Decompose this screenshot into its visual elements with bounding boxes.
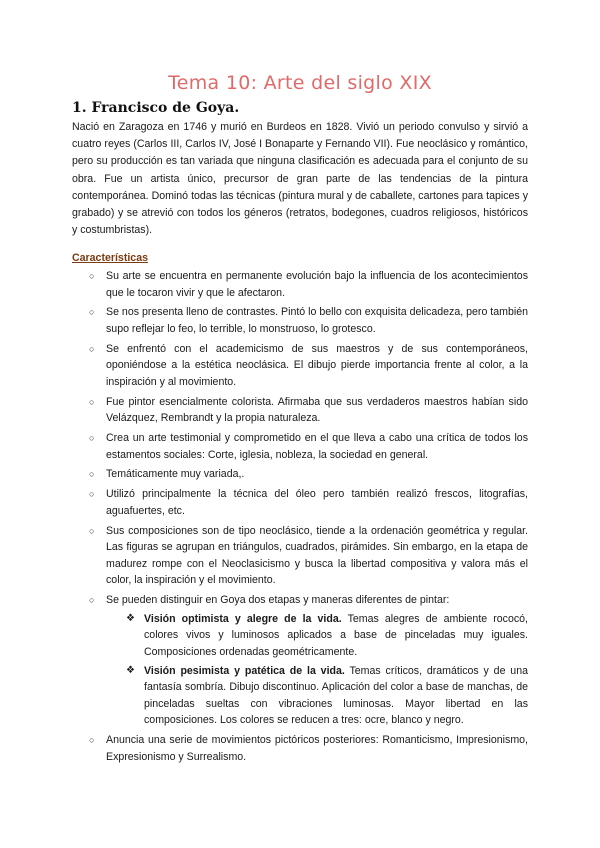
intro-paragraph: Nació en Zaragoza en 1746 y murió en Burdeos en 1828. Vivió un periodo convulso y sirvió a cuatro reyes (Carlos III, Carlos IV, José I Bonaparte y Fernando VII). Fue neoclásico y romántico, pero su producción es tan variada que ninguna clasificación es adecuada para el conjunto de su obra. Fue un artista único, precursor de gran parte de las tendencias de la pintura contemporánea. Dominó todas las técnicas (pintura mural y de caballete, cartones para tapices y grabado) y se atrevió con todos los géneros (retratos, bodegones, cuadros religiosos, históricos y costumbristas). xyxy=(72,121,528,237)
circle-bullet-icon: ○ xyxy=(89,343,95,354)
list-item: ○ Su arte se encuentra en permanente evolución bajo la influencia de los acontecimientos que le tocaron vivir y que le afectaron. xyxy=(89,270,528,299)
characteristics-list xyxy=(72,268,528,769)
diamond-bullet-icon: ❖ xyxy=(126,664,135,676)
section-heading: 1. Francisco de Goya. xyxy=(72,100,240,116)
list-item: ○ Se enfrentó con el academicismo de sus maestros y de sus contemporáneos, oponiéndose a la estética neoclásica. El dibujo pierde importancia frente al color, a la inspiración y al movimiento. xyxy=(89,342,528,388)
circle-bullet-icon: ○ xyxy=(89,271,95,281)
characteristics-heading: Características xyxy=(72,252,148,264)
circle-bullet-icon: ○ xyxy=(89,469,95,480)
circle-bullet-icon: ○ xyxy=(89,307,95,318)
list-item: ○ Se nos presenta lleno de contrastes. Pintó lo bello con exquisita delicadeza, pero también supo reflejar lo feo, lo terrible, lo monstruoso, lo grotesco. xyxy=(89,306,528,335)
stage-item: ❖ Visión pesimista y patética de la vida. Temas críticos, dramáticos y de una fantasía sombría. Dibujo discontinuo. Aplicación del color a base de manchas, de pinceladas sueltas con vibraciones luminosas. Mayor libertad en las composiciones. Los colores se reducen a tres: ocre, blanco y negro. xyxy=(126,664,528,727)
circle-bullet-icon: ○ xyxy=(89,489,95,500)
circle-bullet-icon: ○ xyxy=(89,396,95,407)
stages-list xyxy=(106,611,528,729)
list-item: ○ Sus composiciones son de tipo neoclásico, tiende a la ordenación geométrica y regular. Las figuras se agrupan en triángulos, cuadrados, pirámides. Sin embargo, en la etapa de madurez rompe con el Neoclasicismo y busca la libertad compositiva y valora más el color, la inspiración y el movimiento. xyxy=(89,524,528,587)
list-item: ○ Se pueden distinguir en Goya dos etapas y maneras diferentes de pintar: ❖ Visión optimista y alegre de la vida. Temas alegres de ambiente rococó, colores vivos y luminosos aplicados a base de pinceladas muy iguales. Composiciones ordenadas geométricamente. ❖ Visión pesimista y patética de la vida. Temas críticos, dramáticos y de una fantasía sombría. Dibujo discontinuo. Aplicación del color a base de manchas, de pinceladas sueltas con vibraciones luminosas. Mayor libertad en las composiciones. Los colores se reducen a tres: ocre, blanco y negro. xyxy=(72,592,528,729)
list-item: ○ Crea un arte testimonial y comprometido en el que lleva a cabo una crítica de todos los estamentos sociales: Corte, iglesia, nobleza, la sociedad en general. xyxy=(89,432,528,461)
circle-bullet-icon: ○ xyxy=(89,735,95,746)
page-title: Tema 10: Arte del siglo XIX xyxy=(168,72,432,94)
circle-bullet-icon: ○ xyxy=(89,433,95,444)
list-item: ○ Anuncia una serie de movimientos pictóricos posteriores: Romanticismo, Impresionismo, Expresionismo y Surrealismo. xyxy=(89,734,528,763)
list-item: ○ Utilizó principalmente la técnica del óleo pero también realizó frescos, litografías, aguafuertes, etc. xyxy=(89,488,528,517)
list-item: ○ Temáticamente muy variada,. xyxy=(72,466,528,483)
stage-item: ❖ Visión optimista y alegre de la vida. Temas alegres de ambiente rococó, colores vivos y luminosos aplicados a base de pinceladas muy iguales. Composiciones ordenadas geométricamente. xyxy=(126,612,528,658)
diamond-bullet-icon: ❖ xyxy=(126,612,135,624)
circle-bullet-icon: ○ xyxy=(89,525,95,536)
circle-bullet-icon: ○ xyxy=(89,595,95,606)
list-item: ○ Fue pintor esencialmente colorista. Afirmaba que sus verdaderos maestros habían sido Velázquez, Rembrandt y la propia naturaleza. xyxy=(89,395,528,425)
